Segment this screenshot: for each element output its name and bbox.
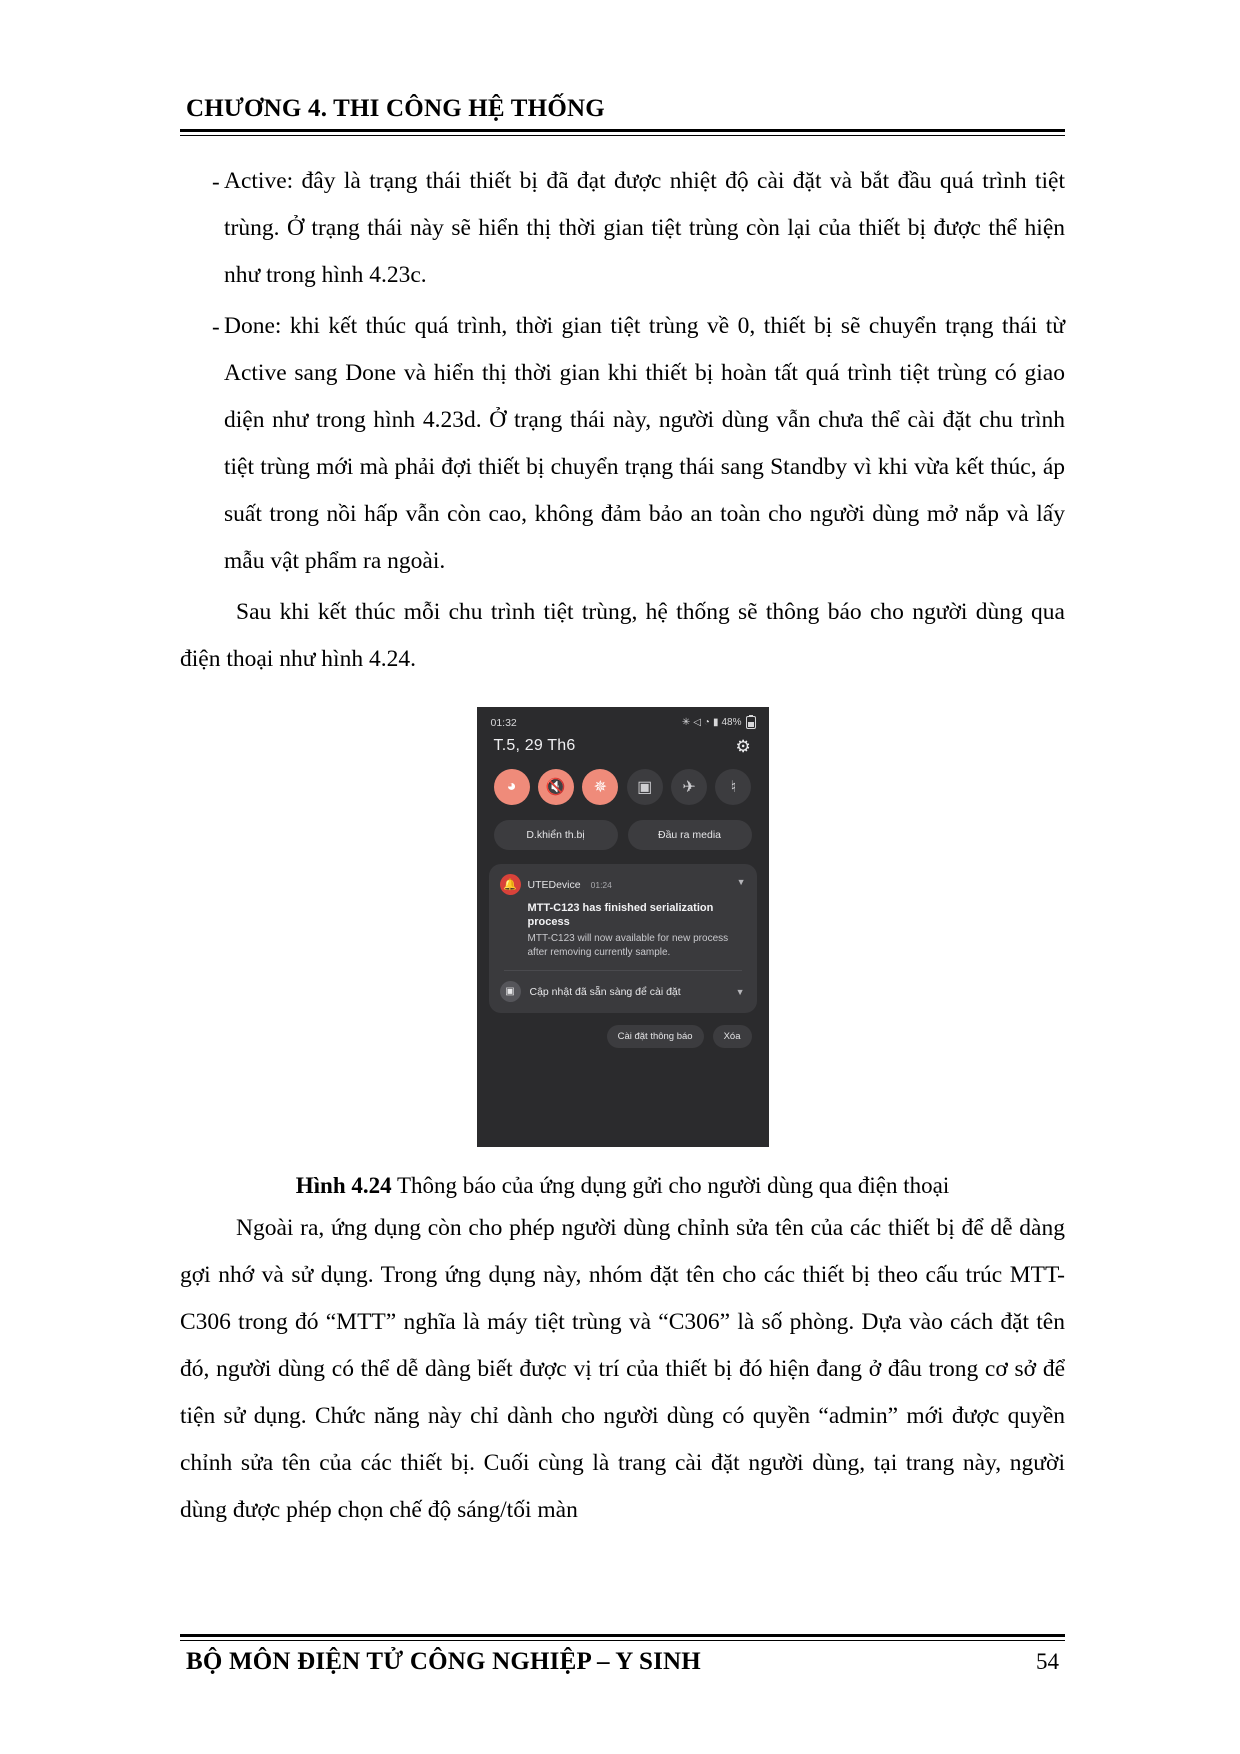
toggle-auto-rotate[interactable] — [627, 769, 663, 805]
toggle-wifi[interactable] — [494, 769, 530, 805]
bullet-list — [180, 158, 1065, 585]
airplane-icon: ✈ — [682, 779, 696, 796]
figure-4-24 — [180, 707, 1065, 1147]
notification-secondary-text: Cập nhật đã sẵn sàng để cài đặt — [529, 985, 681, 998]
page-header — [180, 95, 1065, 136]
bullet-marker: - — [212, 314, 220, 339]
chip-media-output[interactable]: Đầu ra media — [628, 820, 752, 850]
mute-icon: 🔇 — [545, 779, 566, 796]
paragraph-after-bullets: Sau khi kết thúc mỗi chu trình tiệt trùng, hệ thống sẽ thông báo cho người dùng qua điện thoại như hình 4.24. — [180, 599, 1065, 672]
toggle-airplane-mode[interactable] — [671, 769, 707, 805]
list-item — [180, 158, 1065, 299]
notification-settings-button[interactable]: Cài đặt thông báo — [607, 1025, 704, 1048]
notification-time: 01:24 — [590, 879, 612, 890]
update-icon: ▣ — [500, 981, 521, 1002]
page-footer — [180, 1634, 1065, 1676]
mute-icon: ◁ — [693, 716, 701, 728]
footer-row — [180, 1648, 1065, 1676]
notification-divider — [504, 970, 742, 971]
chevron-down-icon[interactable]: ▼ — [736, 877, 746, 887]
page-number: 54 — [1036, 1649, 1059, 1674]
bullet-text: Active: đây là trạng thái thiết bị đã đạt được nhiệt độ cài đặt và bắt đầu quá trình tiệt trùng. Ở trạng thái này sẽ hiển thị thời gian tiệt trùng còn lại của thiết bị được thể hiện như trong hình 4.23c. — [224, 168, 1065, 288]
quick-chips — [477, 805, 769, 850]
bluetooth-icon: ✵ — [593, 779, 607, 796]
toggle-sound-mute[interactable] — [538, 769, 574, 805]
list-item — [180, 303, 1065, 585]
notification-title: MTT-C123 has finished serialization process — [527, 902, 714, 928]
phone-screenshot — [477, 707, 769, 1147]
status-time: 01:32 — [490, 716, 517, 729]
clear-all-button[interactable]: Xóa — [713, 1025, 752, 1048]
status-icons — [682, 716, 756, 729]
figure-caption — [180, 1169, 1065, 1203]
phone-status-bar — [477, 707, 769, 729]
wifi-icon: ◔ — [703, 716, 710, 728]
footer-text: BỘ MÔN ĐIỆN TỬ CÔNG NGHIỆP – Y SINH — [186, 1648, 701, 1675]
battery-label: 48% — [721, 716, 742, 728]
paragraph-after-figure: Ngoài ra, ứng dụng còn cho phép người dùng chỉnh sửa tên của các thiết bị để dễ dàng gợi nhớ và sử dụng. Trong ứng dụng này, nhóm đặt tên cho các thiết bị theo cấu trúc MTT-C306 trong đó “MTT” nghĩa là máy tiệt trùng và “C306” là số phòng. Dựa vào cách đặt tên đó, người dùng có thể dễ dàng biết được vị trí của thiết bị đó hiện đang ở đâu trong cơ sở để tiện sử dụng. Chức năng này chỉ dành cho người dùng có quyền “admin” mới được quyền chỉnh sửa tên của các thiết bị. Cuối cùng là trang cài đặt người dùng, tại trang này, người dùng được phép chọn chế độ sáng/tối màn — [180, 1215, 1065, 1523]
bullet-marker: - — [212, 169, 220, 194]
bell-icon: 🔔 — [500, 874, 521, 895]
paragraph-block-top — [180, 589, 1065, 683]
bullet-text: Done: khi kết thúc quá trình, thời gian tiệt trùng về 0, thiết bị sẽ chuyển trạng thái từ Active sang Done và hiển thị thời gian khi thiết bị hoàn tất quá trình tiệt trùng có giao diện như trong hình 4.23d. Ở trạng thái này, người dùng vẫn chưa thể cài đặt chu trình tiệt trùng mới mà phải đợi thiết bị chuyển trạng thái sang Standby vì khi vừa kết thúc, áp suất trong nồi hấp vẫn còn cao, không đảm bảo an toàn cho người dùng mở nắp và lấy mẫu vật phẩm ra ngoài. — [224, 313, 1065, 574]
notification-body: MTT-C123 will now available for new process after removing currently sample. — [527, 933, 729, 958]
notification-secondary[interactable] — [500, 981, 746, 1002]
paragraph-block-bottom — [180, 1205, 1065, 1534]
phone-date: T.5, 29 Th6 — [493, 737, 576, 754]
quick-toggles — [477, 755, 769, 805]
header-divider — [180, 129, 1065, 136]
notification-card[interactable] — [489, 864, 757, 1013]
notification-app-name: UTEDevice — [527, 878, 581, 891]
header-title: CHƯƠNG 4. THI CÔNG HỆ THỐNG — [186, 95, 605, 122]
auto-rotate-icon: ▣ — [637, 779, 653, 796]
chip-device-control[interactable]: D.khiển th.bị — [494, 820, 618, 850]
wifi-icon: ◕ — [506, 778, 517, 795]
bluetooth-icon: ✳ — [681, 716, 691, 728]
signal-icon: ▮ — [712, 716, 719, 728]
notification-actions — [477, 1013, 769, 1048]
chevron-down-icon[interactable]: ▼ — [735, 987, 745, 997]
figure-caption-label: Hình 4.24 — [295, 1173, 392, 1198]
footer-divider — [180, 1634, 1065, 1641]
phone-date-row — [477, 729, 769, 755]
battery-icon — [746, 716, 756, 729]
flashlight-icon: ♮ — [730, 779, 737, 796]
toggle-bluetooth[interactable] — [582, 769, 618, 805]
gear-icon[interactable]: ⚙ — [735, 736, 751, 756]
toggle-flashlight[interactable] — [715, 769, 751, 805]
figure-caption-text: Thông báo của ứng dụng gửi cho người dùng qua điện thoại — [391, 1173, 950, 1198]
page-content — [180, 95, 1065, 1534]
notification-header — [500, 874, 746, 895]
